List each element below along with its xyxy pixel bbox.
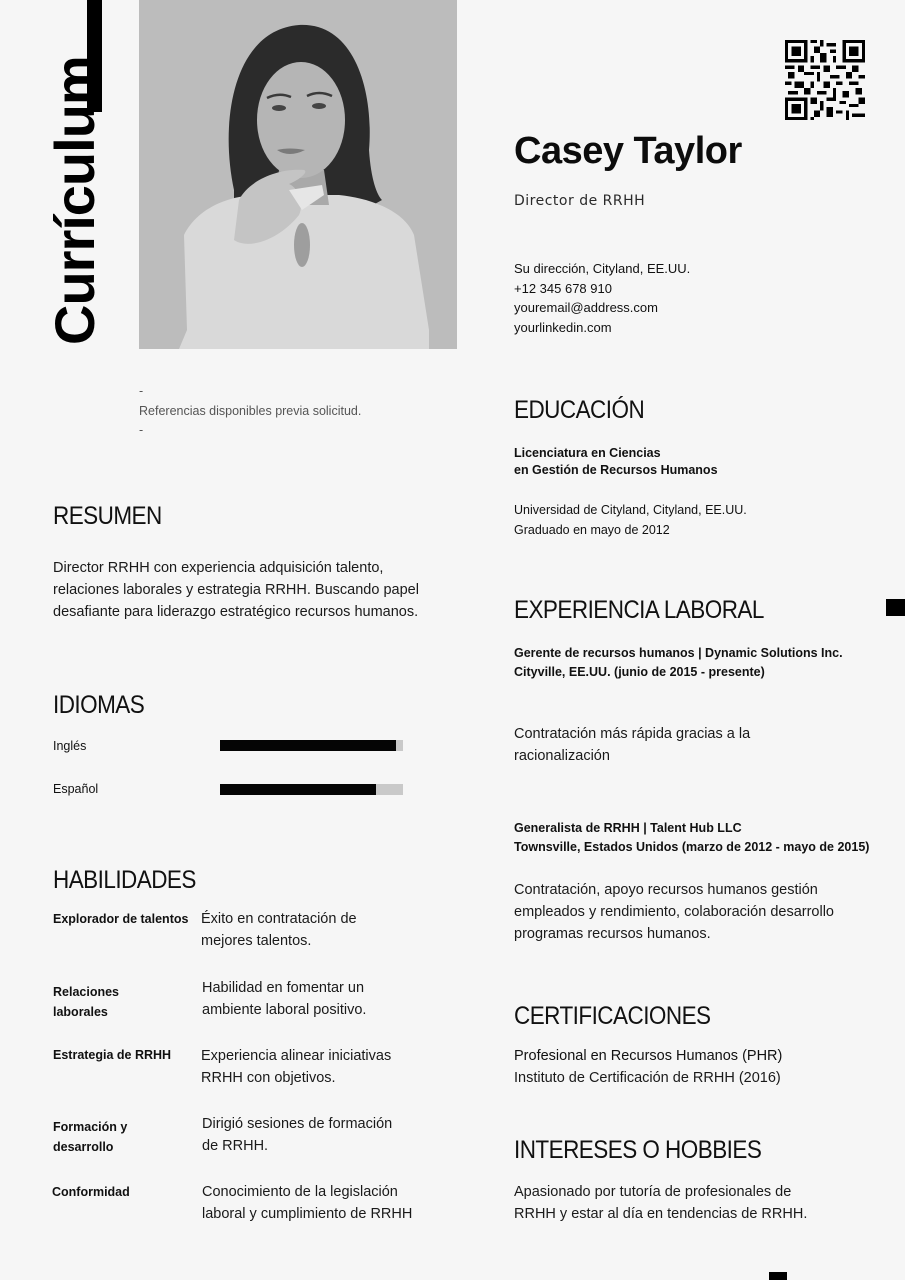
certification-name: Profesional en Recursos Humanos (PHR) — [514, 1048, 783, 1064]
skill-name — [52, 1183, 130, 1203]
references-dash-bottom: - — [139, 423, 144, 437]
job-desc-line: Contratación, apoyo recursos humanos gestión — [514, 882, 818, 898]
certification-issuer: Instituto de Certificación de RRHH (2016) — [514, 1070, 781, 1086]
job-description — [514, 723, 750, 767]
skill-name — [53, 983, 119, 1022]
skill-name-line: Conformidad — [52, 1185, 130, 1199]
section-title-certifications: CERTIFICACIONES — [514, 1002, 711, 1030]
decorative-square — [769, 1272, 787, 1280]
decorative-square — [886, 599, 905, 616]
hobbies-line: RRHH y estar al día en tendencias de RRHH. — [514, 1206, 808, 1222]
hobbies-line: Apasionado por tutoría de profesionales de — [514, 1184, 792, 1200]
candidate-name: Casey Taylor — [514, 130, 742, 172]
job-heading-line: Gerente de recursos humanos | Dynamic Solutions Inc. — [514, 646, 843, 660]
language-label-spanish: Español — [53, 782, 99, 796]
certification — [514, 1045, 782, 1089]
skill-name-line: laborales — [53, 1004, 108, 1019]
job-desc-line: empleados y rendimiento, colaboración desarrollo — [514, 904, 834, 920]
education-school: Universidad de Cityland, Cityland, EE.UU. — [514, 503, 747, 517]
skill-desc-line: mejores talentos. — [201, 933, 312, 949]
education-degree — [514, 445, 718, 479]
contact-phone: +12 345 678 910 — [514, 280, 612, 296]
education-details — [514, 501, 747, 540]
job-desc-line: racionalización — [514, 748, 610, 764]
language-bar-spanish — [220, 784, 403, 795]
language-bar-english — [220, 740, 403, 751]
section-title-summary: RESUMEN — [53, 502, 162, 530]
vertical-title: Currículum — [43, 56, 106, 345]
job-description — [514, 879, 834, 945]
qr-code-icon[interactable] — [785, 40, 865, 120]
skill-name — [53, 1118, 127, 1157]
degree-line: en Gestión de Recursos Humanos — [514, 463, 718, 477]
skill-name-line: Explorador de talentos — [53, 912, 189, 926]
skill-desc-line: Experiencia alinear iniciativas — [201, 1048, 392, 1064]
references-dash-top: - — [139, 384, 144, 398]
skill-name — [53, 910, 188, 930]
skill-description — [202, 1113, 392, 1157]
job-heading — [514, 644, 843, 682]
skill-desc-line: Habilidad en fomentar un — [202, 980, 365, 996]
skill-name-line: desarrollo — [53, 1139, 114, 1154]
skill-description — [202, 1181, 412, 1225]
job-desc-line: programas recursos humanos. — [514, 926, 711, 942]
job-heading-line: Generalista de RRHH | Talent Hub LLC — [514, 821, 742, 835]
skill-name-line: Formación y — [53, 1120, 128, 1134]
contact-email[interactable]: youremail@address.com — [514, 300, 658, 315]
education-graduated: Graduado en mayo de 2012 — [514, 522, 670, 537]
section-title-skills: HABILIDADES — [53, 866, 196, 894]
section-title-hobbies: INTERESES O HOBBIES — [514, 1136, 762, 1164]
skill-desc-line: RRHH con objetivos. — [201, 1070, 336, 1086]
contact-address: Su dirección, Cityland, EE.UU. — [514, 261, 691, 276]
job-desc-line: Contratación más rápida gracias a la — [514, 726, 751, 742]
skill-description — [201, 1045, 391, 1089]
skill-description — [201, 908, 357, 952]
summary-text — [53, 557, 419, 623]
job-heading — [514, 819, 869, 857]
contact-info — [514, 259, 690, 337]
language-bar-fill — [220, 784, 376, 795]
skill-desc-line: de RRHH. — [202, 1138, 269, 1154]
summary-line: relaciones laborales y estrategia RRHH. Buscando papel — [53, 582, 419, 598]
language-bar-fill — [220, 740, 396, 751]
hobbies-text — [514, 1181, 807, 1225]
references-note — [139, 382, 361, 441]
skill-desc-line: Dirigió sesiones de formación — [202, 1116, 393, 1132]
skill-desc-line: Conocimiento de la legislación — [202, 1184, 398, 1200]
contact-linkedin[interactable]: yourlinkedin.com — [514, 319, 612, 335]
candidate-role: Director de RRHH — [514, 193, 646, 209]
profile-photo — [139, 0, 457, 349]
section-title-experience: EXPERIENCIA LABORAL — [514, 596, 764, 624]
skill-description — [202, 977, 366, 1021]
references-text: Referencias disponibles previa solicitud. — [139, 403, 362, 418]
summary-line: Director RRHH con experiencia adquisición talento, — [53, 560, 384, 576]
language-label-english: Inglés — [53, 739, 87, 753]
skill-desc-line: ambiente laboral positivo. — [202, 1002, 367, 1018]
person-portrait-icon — [139, 0, 457, 349]
skill-name-line: Relaciones — [53, 985, 120, 999]
skill-desc-line: laboral y cumplimiento de RRHH — [202, 1206, 413, 1222]
section-title-languages: IDIOMAS — [53, 691, 145, 719]
job-heading-line: Cityville, EE.UU. (junio de 2015 - presente) — [514, 665, 765, 679]
skill-name — [53, 1046, 171, 1066]
skill-name-line: Estrategia de RRHH — [53, 1048, 172, 1062]
skill-desc-line: Éxito en contratación de — [201, 911, 357, 927]
degree-line: Licenciatura en Ciencias — [514, 446, 661, 460]
section-title-education: EDUCACIÓN — [514, 396, 645, 424]
job-heading-line: Townsville, Estados Unidos (marzo de 2012 - mayo de 2015) — [514, 840, 870, 854]
summary-line: desafiante para liderazgo estratégico recursos humanos. — [53, 604, 419, 620]
